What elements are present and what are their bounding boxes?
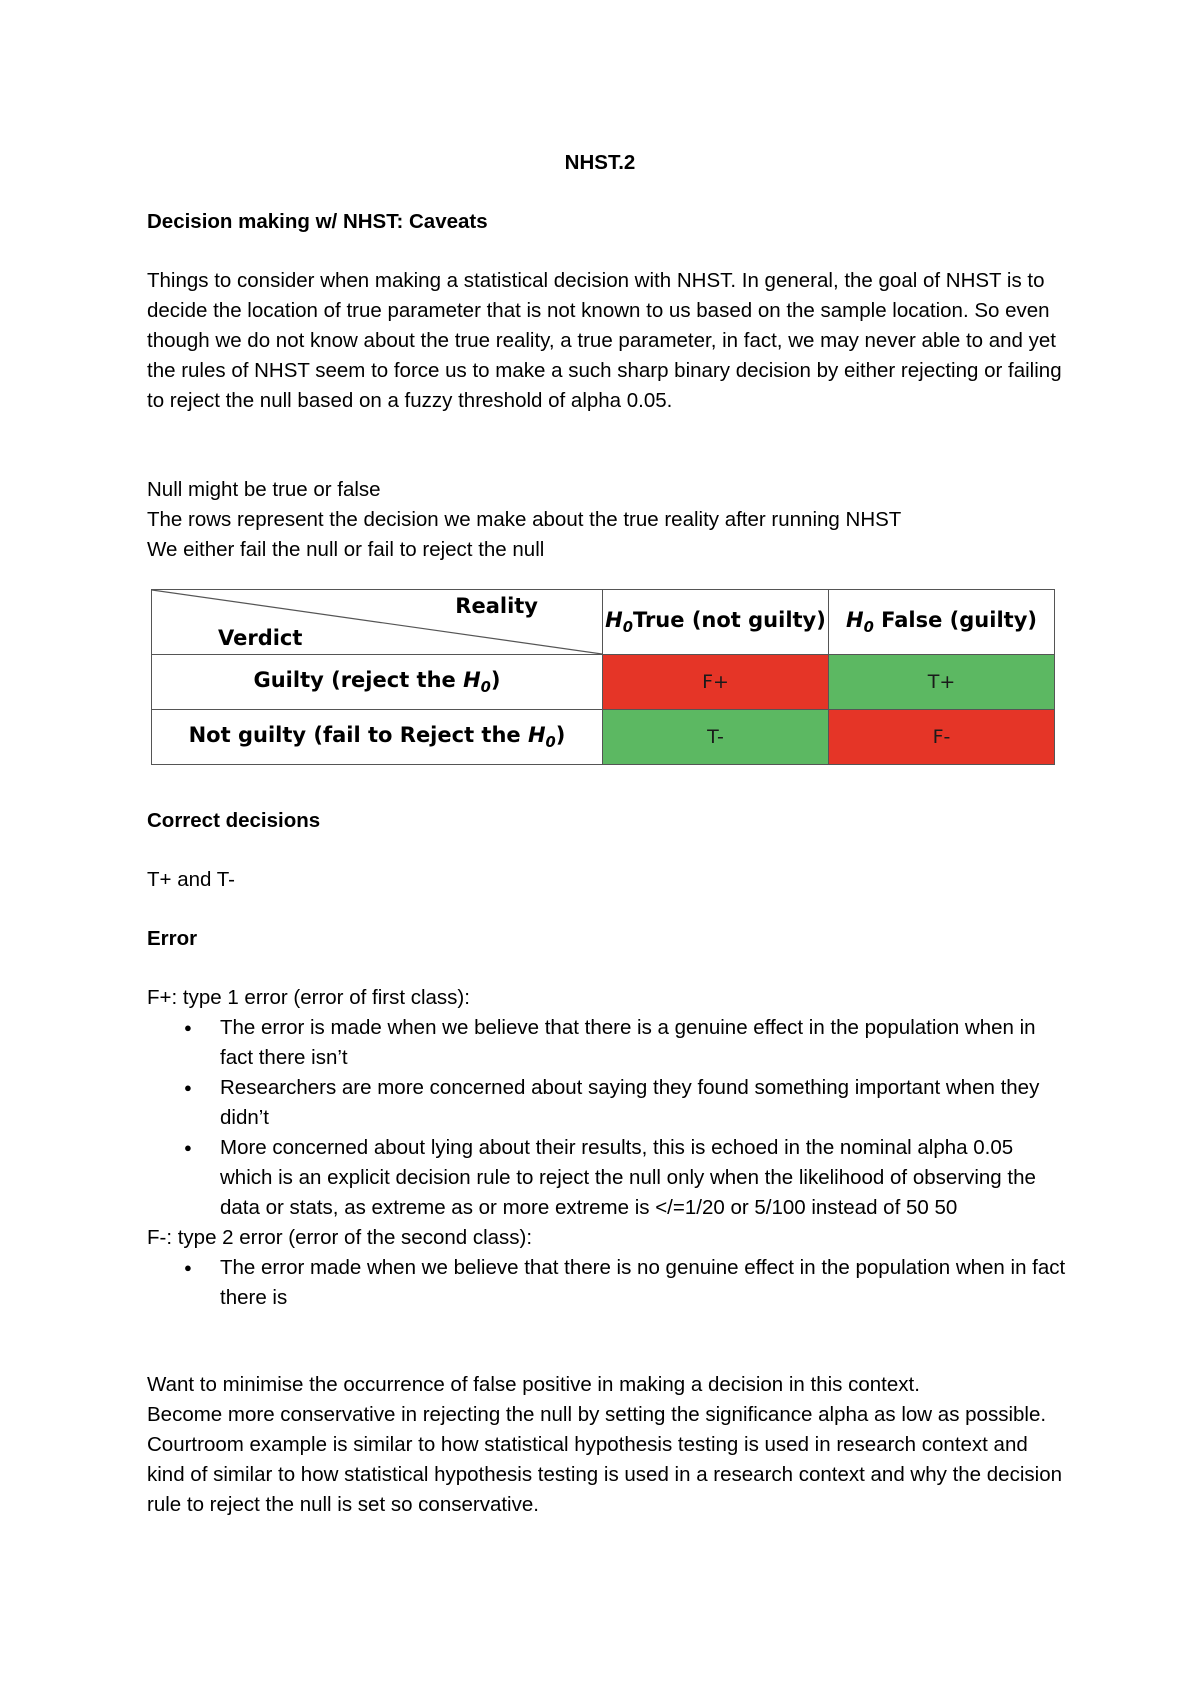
verdict-label: Verdict [218, 626, 303, 650]
table-corner-cell [152, 590, 603, 655]
cell-false-negative: F- [829, 710, 1055, 765]
type1-label: F+: type 1 error (error of first class): [147, 986, 470, 1009]
correct-decisions-text: T+ and T- [147, 868, 235, 891]
closing-line: Want to minimise the occurrence of false positive in making a decision in this context. [147, 1373, 920, 1396]
cell-true-negative: T- [603, 710, 829, 765]
row-header-guilty: Guilty (reject the $H_0$) [152, 655, 603, 710]
notes-block [147, 475, 1067, 565]
list-item: ● More concerned about lying about their results, this is echoed in the nominal alpha 0.05 which is an explicit decision rule to reject the null only when the likelihood of observing the data or stats, as extreme as or more extreme is </=1/20 or 5/100 instead of 50 50 [220, 1133, 1067, 1223]
type1-bullet-list [147, 1013, 1067, 1223]
list-item: ● Researchers are more concerned about saying they found something important when they didn’t [220, 1073, 1067, 1133]
table-row [152, 655, 1055, 710]
closing-block [147, 1370, 1067, 1520]
error-details [147, 983, 1067, 1313]
column-header-h0-false: $H_0$ False (guilty) [829, 590, 1055, 655]
intro-paragraph: Things to consider when making a statistical decision with NHST. In general, the goal of NHST is to decide the location of true parameter that is not known to us based on the sample location. So even though we do not know about the true reality, a true parameter, in fact, we may never able to and yet the rules of NHST seem to force us to make a such sharp binary decision by either rejecting or failing to reject the null based on a fuzzy threshold of alpha 0.05. [147, 269, 1062, 412]
table-header-row [152, 590, 1055, 655]
note-line: Null might be true or false [147, 478, 381, 501]
note-line: The rows represent the decision we make about the true reality after running NHST [147, 508, 902, 531]
closing-line: Become more conservative in rejecting the null by setting the significance alpha as low as possible. [147, 1403, 1047, 1426]
note-line: We either fail the null or fail to reject the null [147, 538, 545, 561]
reality-label: Reality [455, 594, 538, 618]
type2-bullet-list [147, 1253, 1067, 1313]
page-title: NHST.2 [564, 151, 636, 174]
correct-decisions-heading: Correct decisions [147, 809, 321, 832]
table-row [152, 710, 1055, 765]
error-heading: Error [147, 927, 198, 950]
section-heading: Decision making w/ NHST: Caveats [147, 210, 488, 233]
column-header-h0-true: $H_0True$ (not guilty) [603, 590, 829, 655]
cell-false-positive: F+ [603, 655, 829, 710]
row-header-not-guilty: Not guilty (fail to Reject the $H_0$) [152, 710, 603, 765]
type2-label: F-: type 2 error (error of the second class): [147, 1226, 533, 1249]
list-item: ● The error is made when we believe that there is a genuine effect in the population when in fact there isn’t [220, 1013, 1067, 1073]
closing-line: Courtroom example is similar to how statistical hypothesis testing is used in research context and kind of similar to how statistical hypothesis testing is used in a research context and why the decision rule to reject the null is set so conservative. [147, 1433, 1062, 1516]
decision-table [151, 589, 1055, 765]
cell-true-positive: T+ [829, 655, 1055, 710]
list-item: ● The error made when we believe that there is no genuine effect in the population when in fact there is [220, 1253, 1067, 1313]
